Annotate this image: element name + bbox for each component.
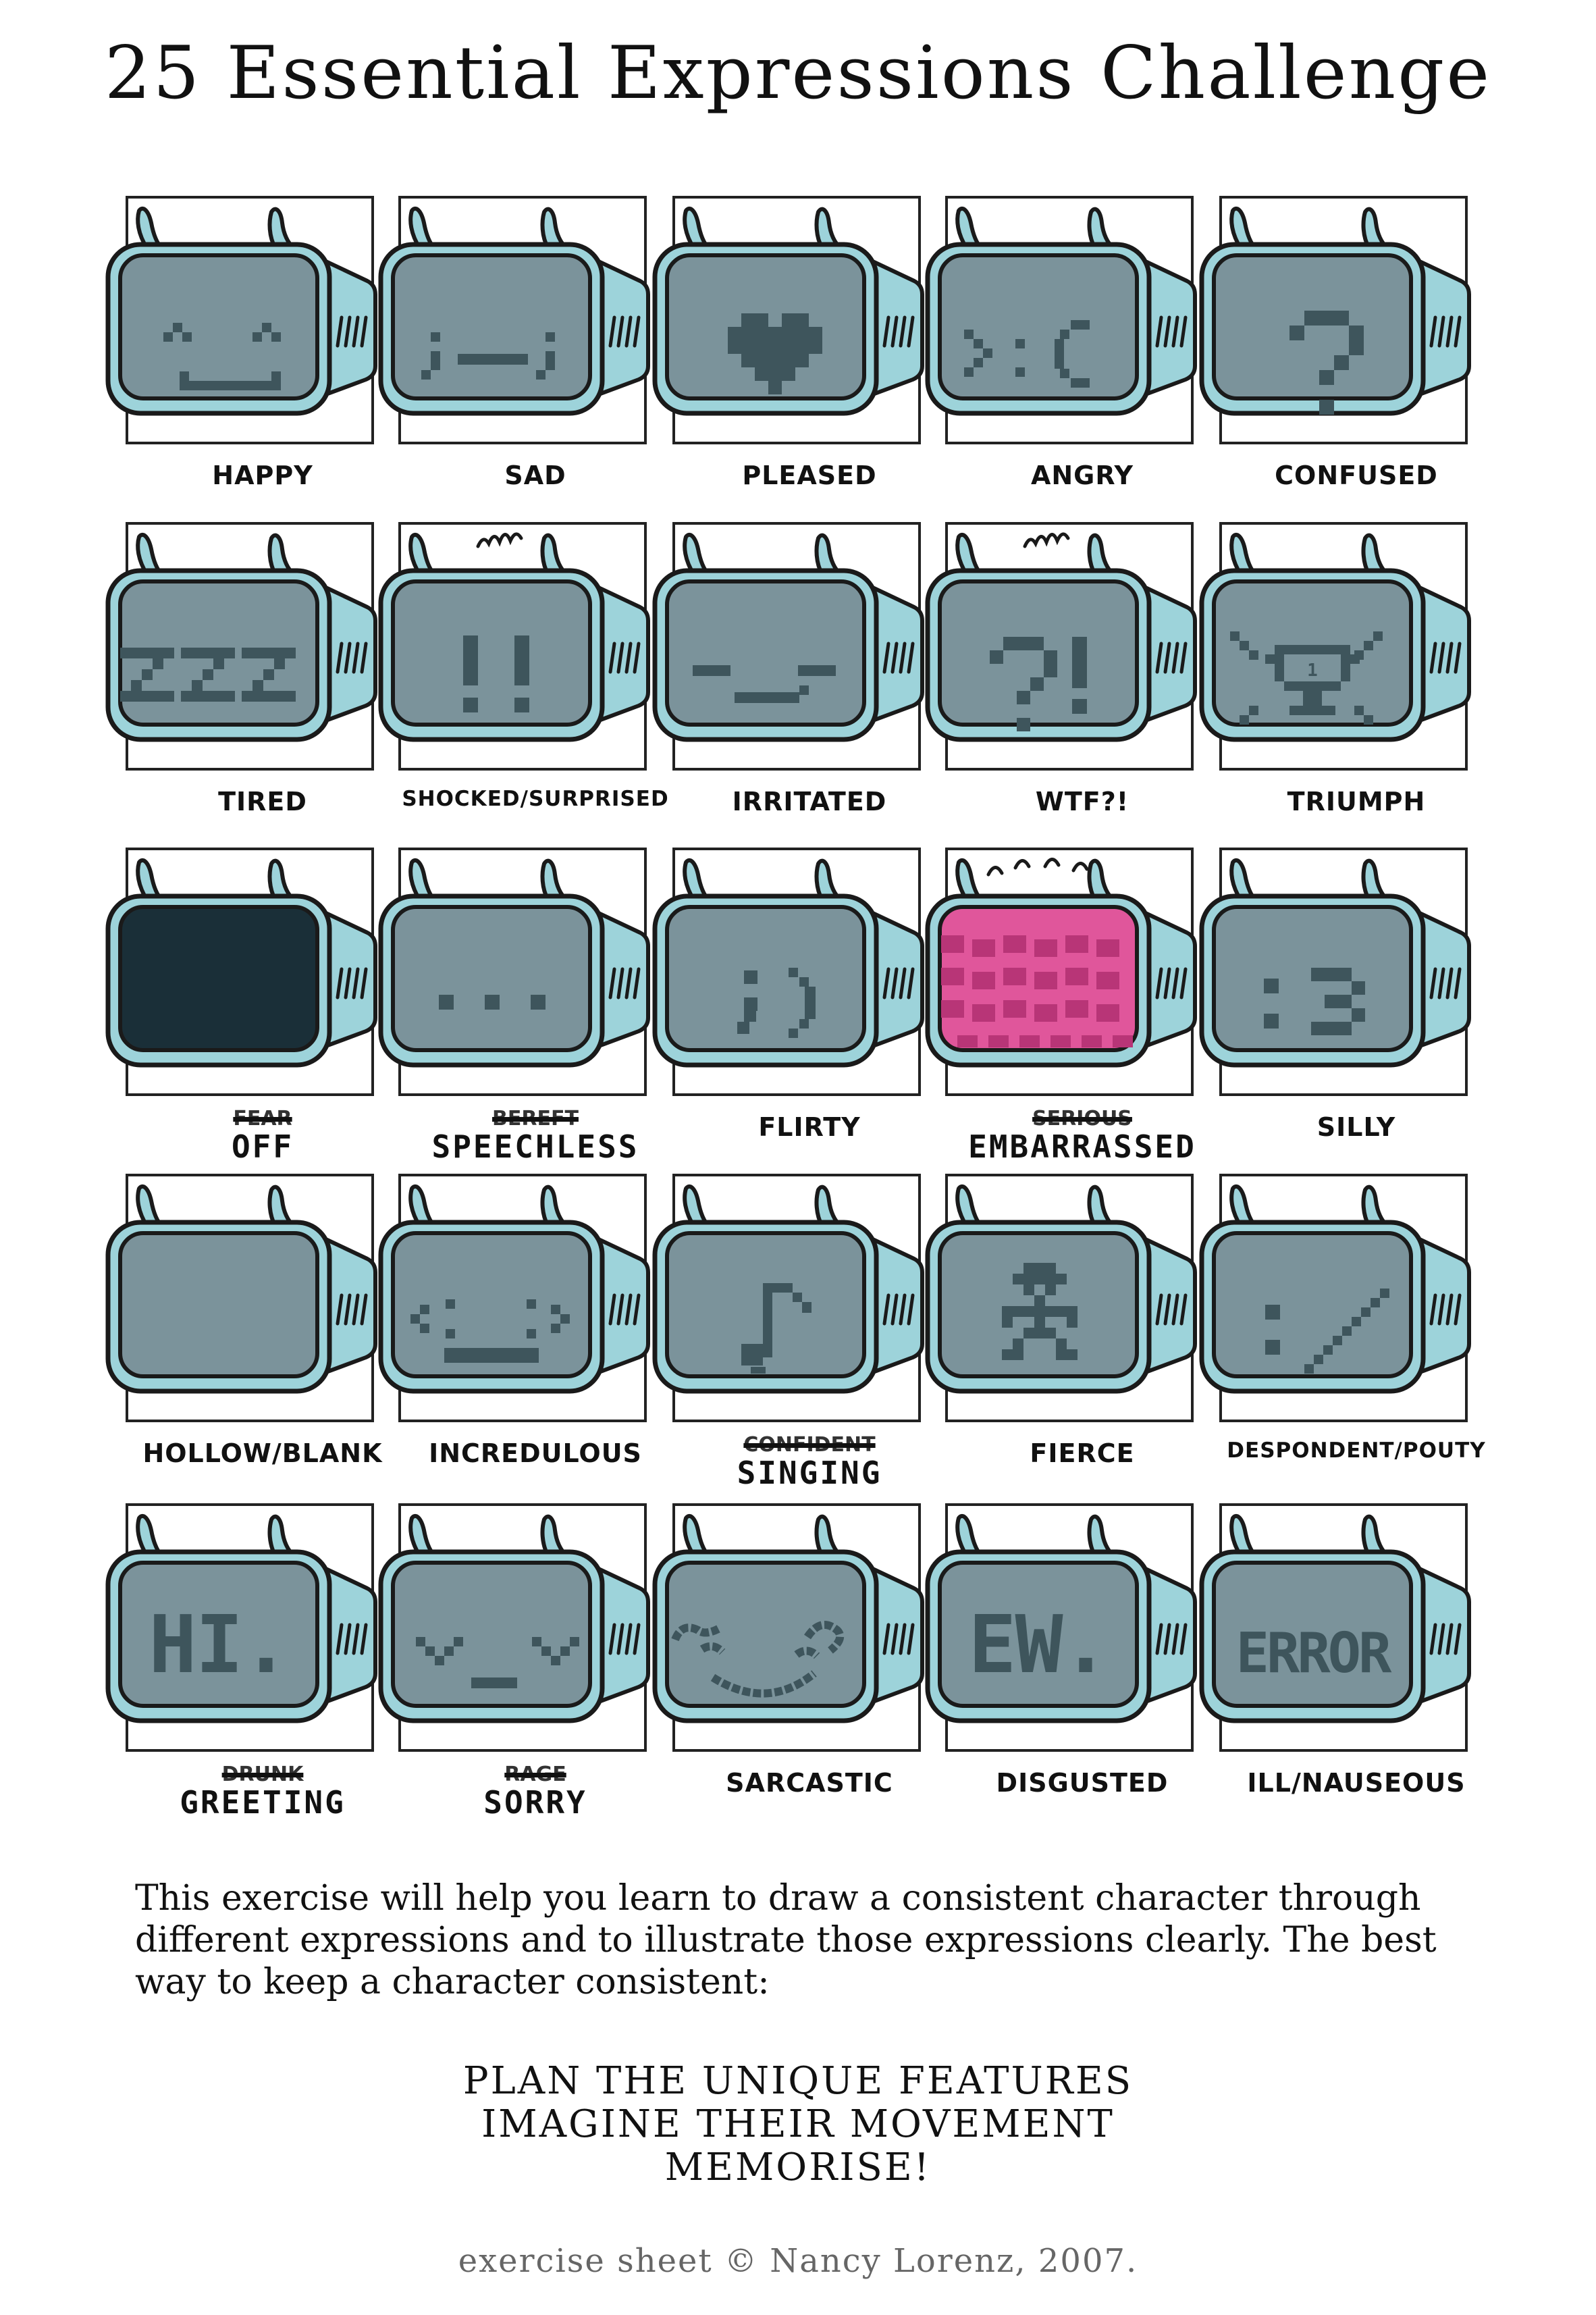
expression-cell-sorry — [398, 1503, 672, 1821]
svg-text:1: 1 — [1307, 660, 1318, 681]
expression-label: WTF?! — [1035, 787, 1129, 816]
expression-cell-incredulous — [398, 1174, 672, 1491]
page-title: 25 Essential Expressions Challenge — [104, 31, 1492, 115]
struck-label: CONFIDENT — [743, 1433, 876, 1457]
steam-icon — [988, 859, 1087, 875]
expression-cell-colon3 — [1219, 848, 1493, 1165]
face-pixels — [968, 1598, 1108, 1691]
expression-cell-happy — [126, 196, 400, 513]
tv-character-icon — [651, 1503, 928, 1726]
tv-character-icon — [651, 522, 928, 745]
struck-label: BEREFT — [492, 1107, 579, 1130]
expression-cell-figure — [945, 1174, 1219, 1491]
expression-cell-wink — [672, 848, 947, 1165]
expression-label: SINGING — [737, 1455, 882, 1491]
tv-character-icon — [377, 1503, 654, 1726]
rule-line: IMAGINE THEIR MOVEMENT — [481, 2102, 1115, 2146]
tv-character-icon — [104, 1174, 381, 1397]
expression-cell-question — [1219, 196, 1493, 513]
screen-text: ERROR — [1235, 1621, 1389, 1686]
tv-character-icon — [924, 522, 1200, 745]
tv-character-icon — [651, 848, 928, 1070]
face-pixels — [1236, 1621, 1392, 1686]
tv-character-icon — [1198, 522, 1474, 745]
expression-cell-note — [672, 1174, 947, 1491]
tv-character-icon — [1198, 196, 1474, 419]
expression-cell-text — [945, 1503, 1219, 1821]
expression-cell-blank — [126, 1174, 400, 1491]
expression-label: SPEECHLESS — [431, 1128, 639, 1165]
expression-label: PLEASED — [742, 461, 877, 490]
expression-label: SILLY — [1316, 1112, 1396, 1142]
tv-character-icon — [924, 1503, 1200, 1726]
expression-label: HOLLOW/BLANK — [142, 1438, 383, 1468]
expression-cell-trophy — [1219, 522, 1493, 839]
expression-label: ANGRY — [1030, 461, 1134, 490]
copyright-credit: exercise sheet © Nancy Lorenz, 2007. — [458, 2242, 1138, 2280]
expression-cell-text — [1219, 1503, 1493, 1821]
intro-paragraph: This exercise will help you learn to draw a consistent character through different expressions and to illustrate those expressions clearly. The best way to keep a character consistent: — [135, 1878, 1437, 2002]
screen-text: HI. — [149, 1598, 289, 1691]
tv-character-icon — [377, 1174, 654, 1397]
expression-label: EMBARRASSED — [968, 1128, 1196, 1165]
expression-cell-off — [126, 848, 400, 1165]
tv-character-icon — [104, 1503, 381, 1726]
expression-label: TRIUMPH — [1287, 787, 1426, 816]
expression-cell-interrobang — [945, 522, 1219, 839]
expression-label: HAPPY — [212, 461, 313, 490]
expression-cell-zzz — [126, 522, 400, 839]
tv-character-icon — [104, 848, 381, 1070]
tv-character-icon — [924, 1174, 1200, 1397]
struck-label: SERIOUS — [1032, 1107, 1132, 1130]
expression-label: SARCASTIC — [726, 1768, 893, 1798]
expression-cell-dots — [398, 848, 672, 1165]
screen-text: EW. — [968, 1598, 1109, 1691]
tv-character-icon — [104, 522, 381, 745]
squiggle-icon — [478, 534, 521, 546]
expression-cell-heart — [672, 196, 947, 513]
struck-label: DRUNK — [221, 1763, 304, 1786]
rules-list — [0, 2060, 1596, 2189]
rule-line: MEMORISE! — [664, 2145, 932, 2189]
tv-character-icon — [1198, 1503, 1474, 1726]
expression-label: DISGUSTED — [996, 1768, 1169, 1798]
expression-label: SORRY — [483, 1784, 587, 1821]
expression-cell-irritated — [672, 522, 947, 839]
expression-cell-exclaim — [398, 522, 672, 839]
expression-cell-pouty — [1219, 1174, 1493, 1491]
rule-line: PLAN THE UNIQUE FEATURES — [462, 2059, 1134, 2103]
expression-cell-text — [126, 1503, 400, 1821]
expression-cell-sad — [398, 196, 672, 513]
face-pixels — [149, 1598, 288, 1691]
expression-cell-angry — [945, 196, 1219, 513]
tv-character-icon — [651, 1174, 928, 1397]
squiggle-icon — [1025, 534, 1068, 546]
tv-character-icon — [104, 196, 381, 419]
expression-label: IRRITATED — [732, 787, 887, 816]
struck-label: RAGE — [504, 1763, 566, 1786]
expression-label: SHOCKED/SURPRISED — [402, 787, 669, 811]
tv-character-icon — [1198, 1174, 1474, 1397]
expression-label: CONFUSED — [1275, 461, 1438, 490]
expression-label: DESPONDENT/POUTY — [1227, 1438, 1486, 1463]
expression-label: ILL/NAUSEOUS — [1247, 1768, 1466, 1798]
tv-character-icon — [1198, 848, 1474, 1070]
expression-cell-stripes — [945, 848, 1219, 1165]
tv-character-icon — [377, 196, 654, 419]
face-pixels — [120, 648, 296, 702]
expression-cell-sarcastic — [672, 1503, 947, 1821]
expression-label: FLIRTY — [758, 1112, 861, 1142]
expression-label: GREETING — [180, 1784, 346, 1821]
expression-label: TIRED — [218, 787, 307, 816]
tv-character-icon — [924, 196, 1200, 419]
struck-label: FEAR — [233, 1107, 292, 1130]
expression-label: INCREDULOUS — [429, 1438, 642, 1468]
expression-label: FIERCE — [1030, 1438, 1135, 1468]
expression-label: OFF — [231, 1128, 294, 1165]
tv-character-icon — [651, 196, 928, 419]
tv-character-icon — [377, 848, 654, 1070]
tv-character-icon — [924, 848, 1200, 1070]
expression-label: SAD — [504, 461, 566, 490]
tv-character-icon — [377, 522, 654, 745]
